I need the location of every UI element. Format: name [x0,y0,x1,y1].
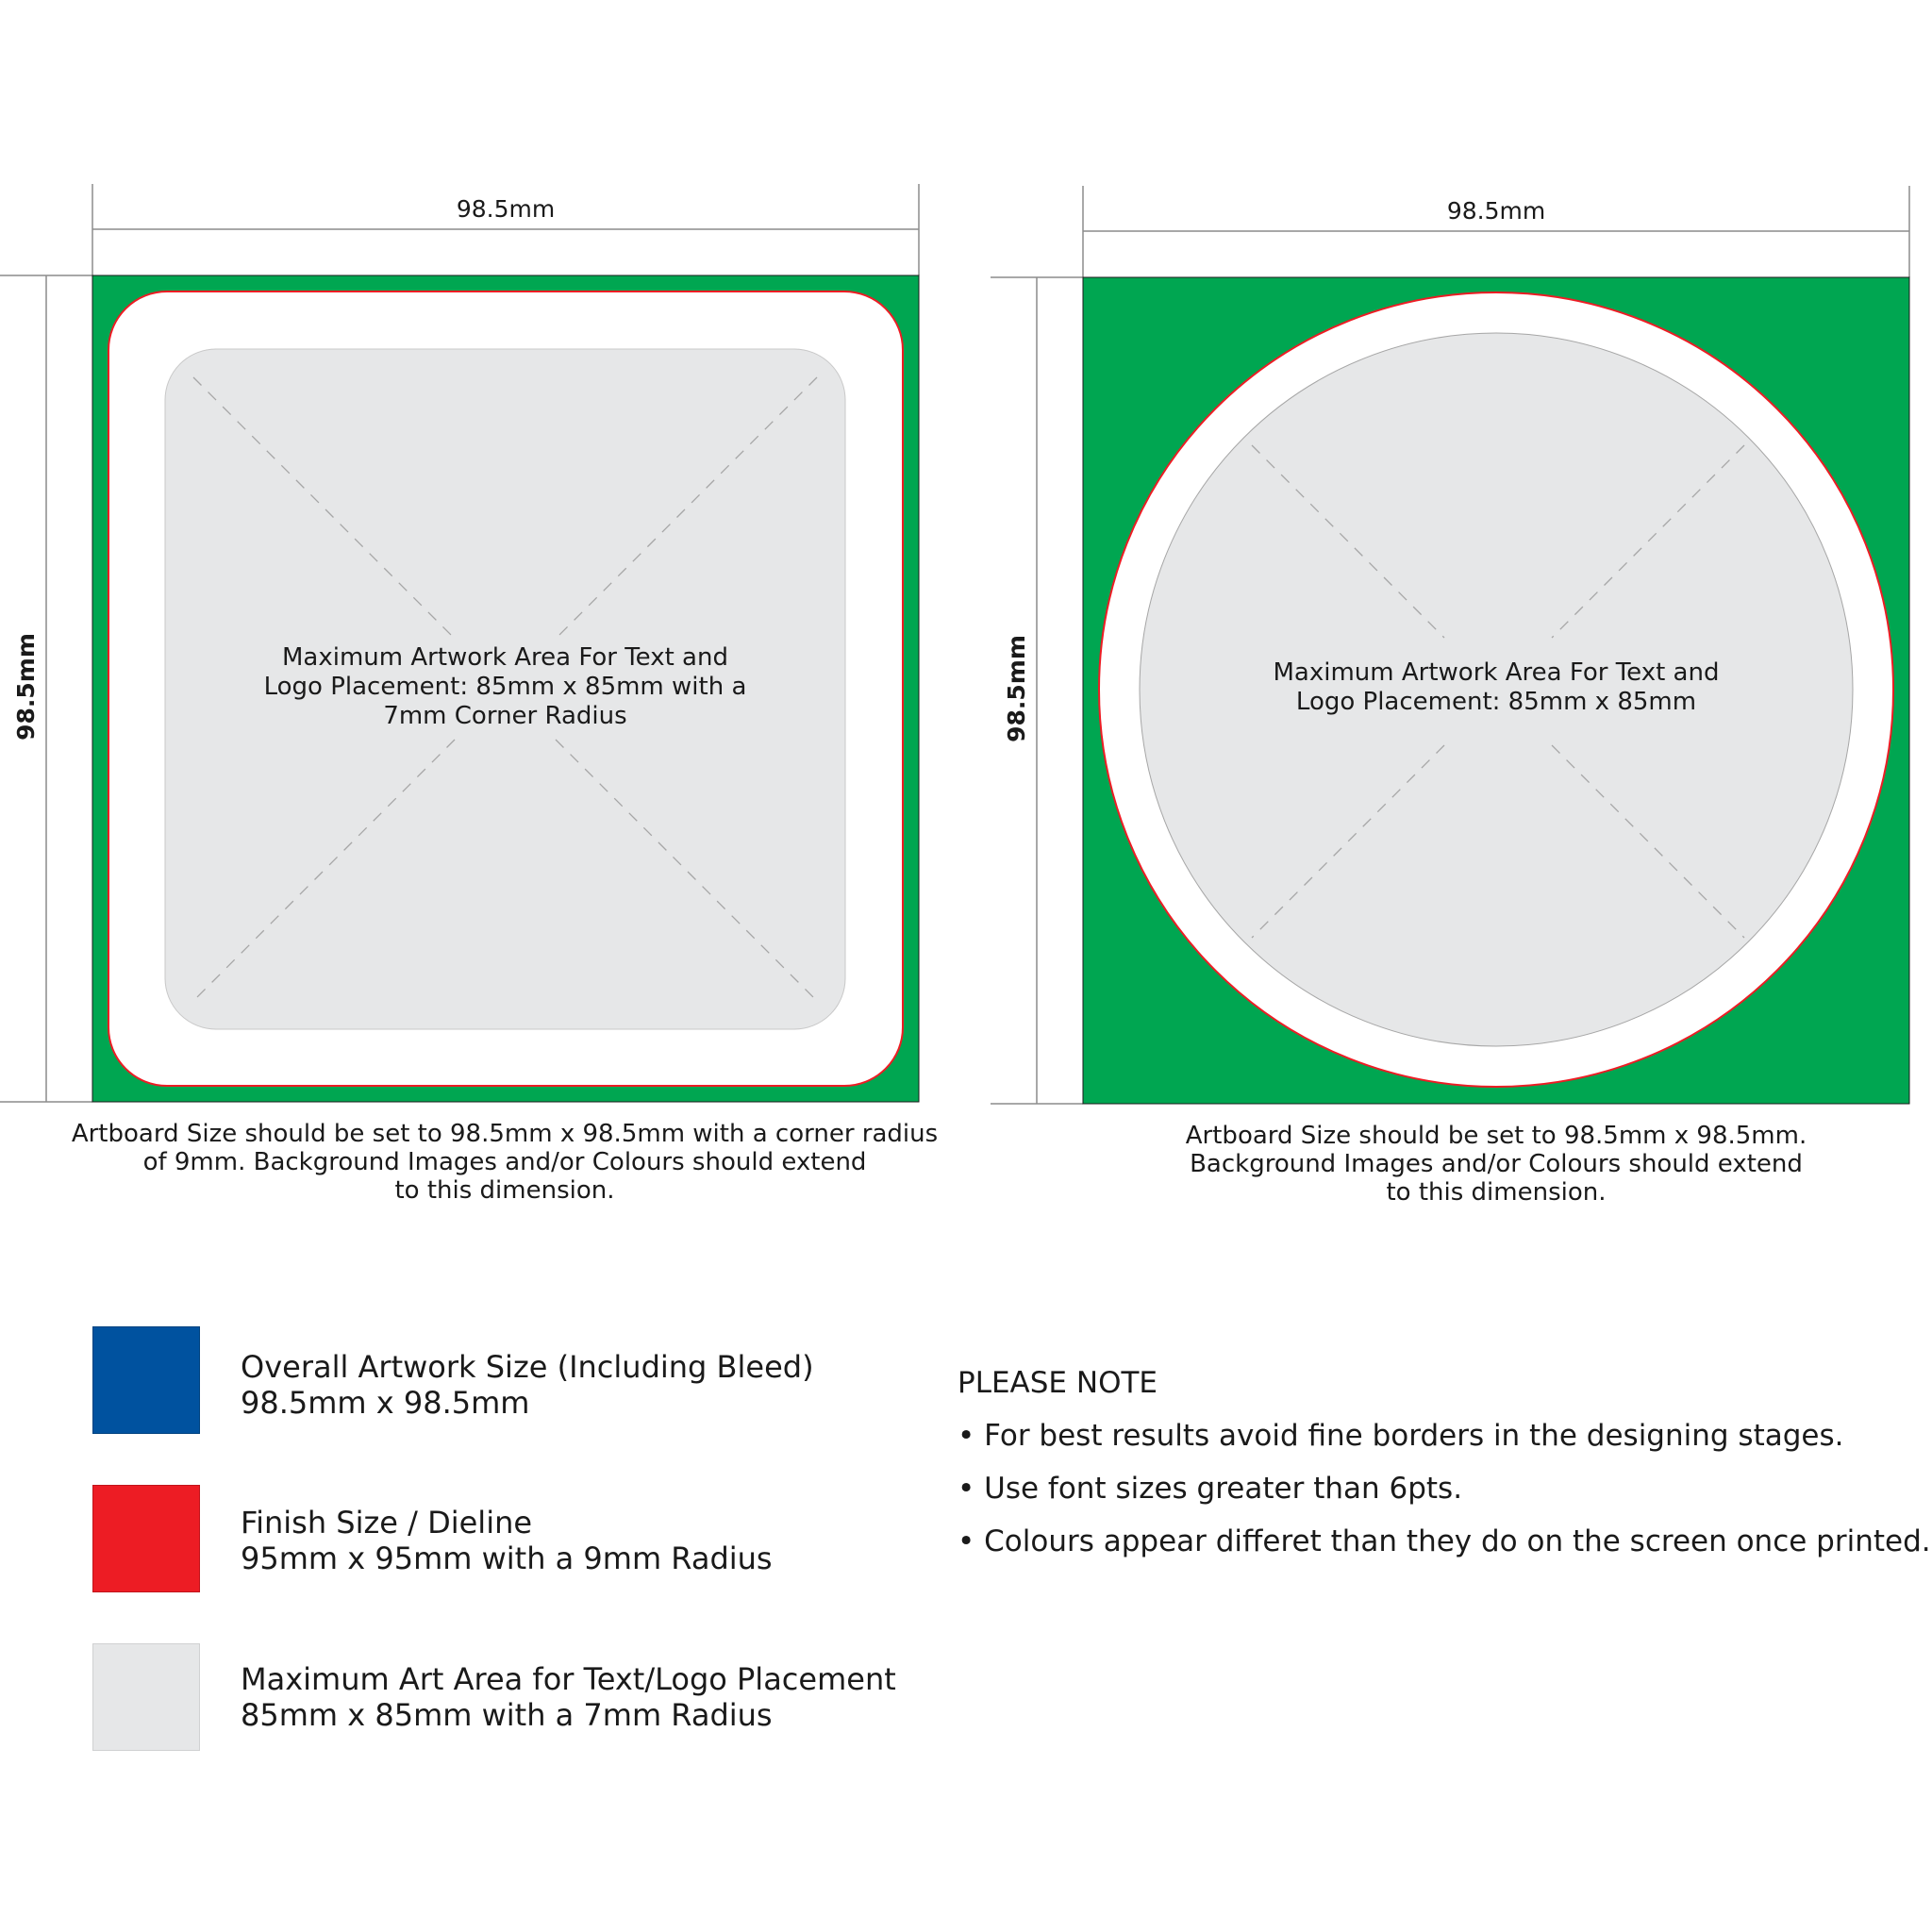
note-item-borders: • For best results avoid fine borders in the designing stages. [958,1419,1844,1453]
right-width-dimension-label: 98.5mm [1446,197,1546,225]
please-note-title: PLEASE NOTE [958,1366,1158,1400]
note-item-colours: • Colours appear differet than they do on the screen once printed. [958,1524,1931,1558]
left-width-dimension-label: 98.5mm [456,195,556,223]
left-height-dimension-label: 98.5mm [12,633,40,741]
legend-swatch-art-area [92,1643,200,1751]
please-note-section [958,1366,1931,1558]
legend-text-bleed: Overall Artwork Size (Including Bleed) 98.5mm x 98.5mm [241,1349,814,1421]
left-art-area-text: Maximum Artwork Area For Text and Logo Placement: 85mm x 85mm with a 7mm Corner Radius [263,643,747,730]
round-template [991,186,1909,1104]
right-art-area-text: Maximum Artwork Area For Text and Logo Placement: 85mm x 85mm [1273,658,1720,716]
note-item-font-size: • Use font sizes greater than 6pts. [958,1472,1463,1506]
legend-swatch-dieline [92,1485,200,1592]
right-caption: Artboard Size should be set to 98.5mm x 98.5mm. Background Images and/or Colours should extend to this dimension. [1185,1122,1807,1207]
legend-text-art-area: Maximum Art Area for Text/Logo Placement 85mm x 85mm with a 7mm Radius [241,1661,896,1733]
legend [92,1326,941,1760]
legend-text-dieline: Finish Size / Dieline 95mm x 95mm with a 9mm Radius [241,1505,773,1576]
right-height-dimension-label: 98.5mm [1003,635,1030,742]
left-caption: Artboard Size should be set to 98.5mm x 98.5mm with a corner radius of 9mm. Background Images and/or Colours should extend to this dimension. [71,1120,939,1205]
legend-swatch-bleed [92,1326,200,1434]
